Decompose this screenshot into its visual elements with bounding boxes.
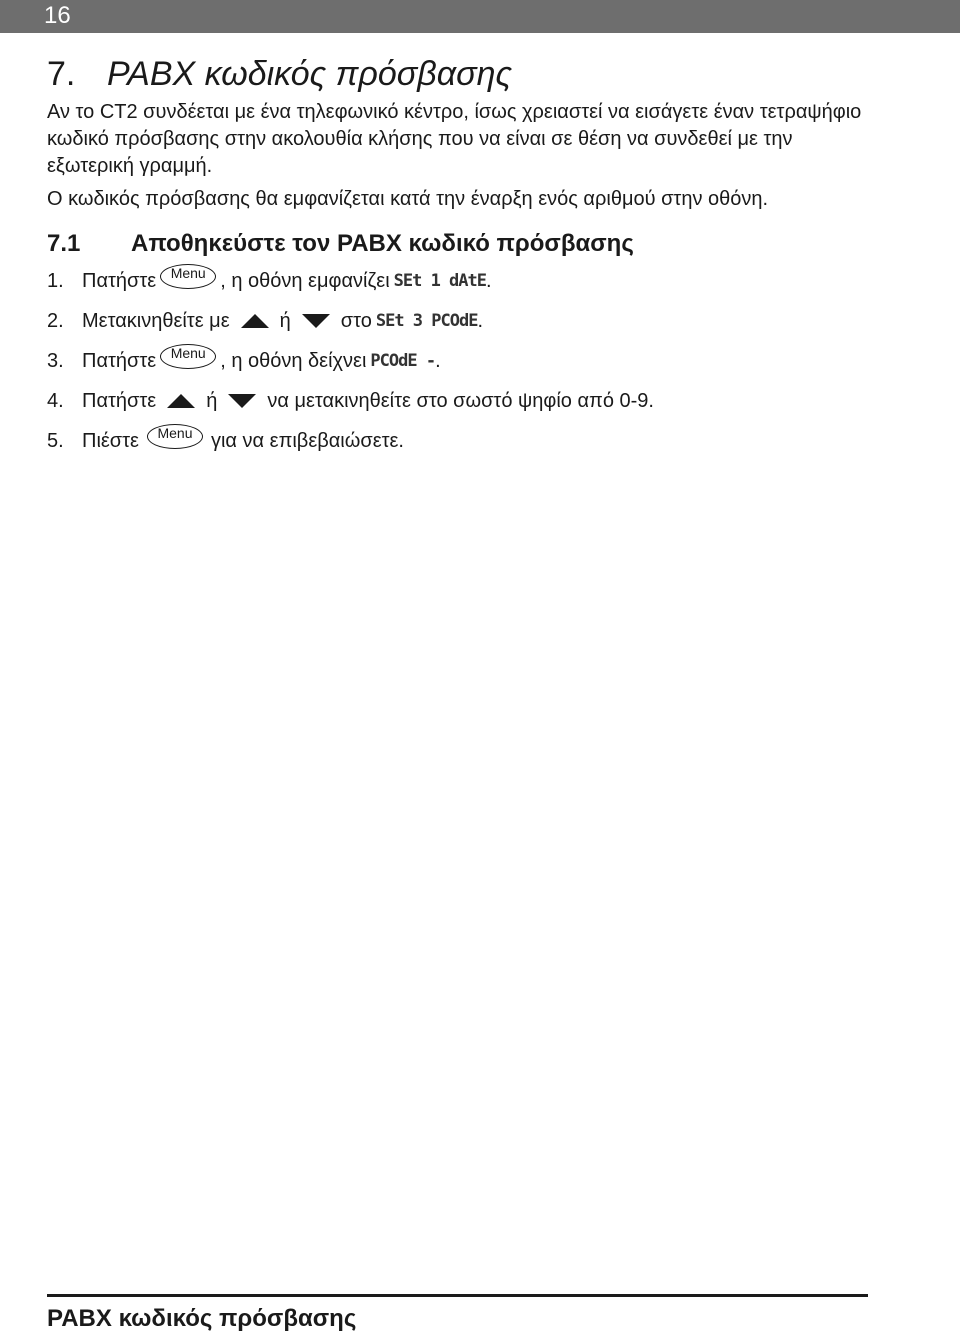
intro-paragraph: Αν το CT2 συνδέεται με ένα τηλεφωνικό κέντρο, ίσως χρειαστεί να εισάγετε έναν τετραψήφιο κωδικό πρόσβασης στην ακολουθία κλήσης που να είναι σε θέση να συνδεθεί με την εξωτερική γραμμή. [47, 101, 862, 177]
subsection-title: Αποθηκεύστε τον PABX κωδικό πρόσβασης [131, 230, 634, 257]
step-text: Μετακινηθείτε με [82, 310, 230, 332]
step-5 [47, 424, 404, 455]
step-text: . [435, 350, 441, 372]
step-number: 1. [47, 270, 64, 292]
step-number: 5. [47, 430, 64, 452]
page-number: 16 [44, 2, 71, 29]
step-text: για να επιβεβαιώσετε. [210, 430, 404, 452]
menu-key-icon: Menu [147, 424, 203, 449]
up-arrow-icon [240, 313, 270, 329]
lcd-display-text: SEt 3 PCOdE [375, 311, 478, 331]
step-text: ή [279, 310, 291, 332]
section-title: PABX κωδικός πρόσβασης [107, 55, 513, 93]
step-3 [47, 344, 441, 375]
step-text: ή [206, 390, 218, 412]
lcd-display-text: SEt 1 dAtE [393, 271, 486, 291]
menu-key-icon: Menu [160, 264, 216, 289]
step-text: να μετακινηθείτε στο σωστό ψηφίο από 0-9. [267, 390, 654, 412]
page-header-bar [0, 0, 960, 33]
subsection-number: 7.1 [47, 230, 81, 257]
step-text: στο [340, 310, 372, 332]
subsection-heading [47, 228, 634, 260]
step-number: 2. [47, 310, 64, 332]
step-4 [47, 387, 654, 415]
info-paragraph: Ο κωδικός πρόσβασης θα εμφανίζεται κατά την έναρξη ενός αριθμού στην οθόνη. [47, 188, 769, 210]
section-heading [47, 52, 512, 96]
step-text: , η οθόνη δείχνει [220, 350, 367, 372]
step-text: Πατήστε [82, 390, 157, 412]
footer-divider [47, 1294, 868, 1297]
step-number: 3. [47, 350, 64, 372]
footer-title: PABX κωδικός πρόσβασης [47, 1305, 357, 1332]
step-number: 4. [47, 390, 64, 412]
step-text: Πατήστε [82, 270, 157, 292]
menu-key-icon: Menu [160, 344, 216, 369]
down-arrow-icon [301, 313, 331, 329]
step-text: . [486, 270, 492, 292]
lcd-display-text: PCOdE - [370, 351, 436, 371]
section-number: 7. [47, 55, 76, 93]
up-arrow-icon [166, 393, 196, 409]
step-2 [47, 307, 483, 335]
step-text: . [477, 310, 483, 332]
step-text: Πιέστε [82, 430, 139, 452]
down-arrow-icon [227, 393, 257, 409]
step-text: , η οθόνη εμφανίζει [220, 270, 390, 292]
step-text: Πατήστε [82, 350, 157, 372]
step-1 [47, 264, 492, 295]
